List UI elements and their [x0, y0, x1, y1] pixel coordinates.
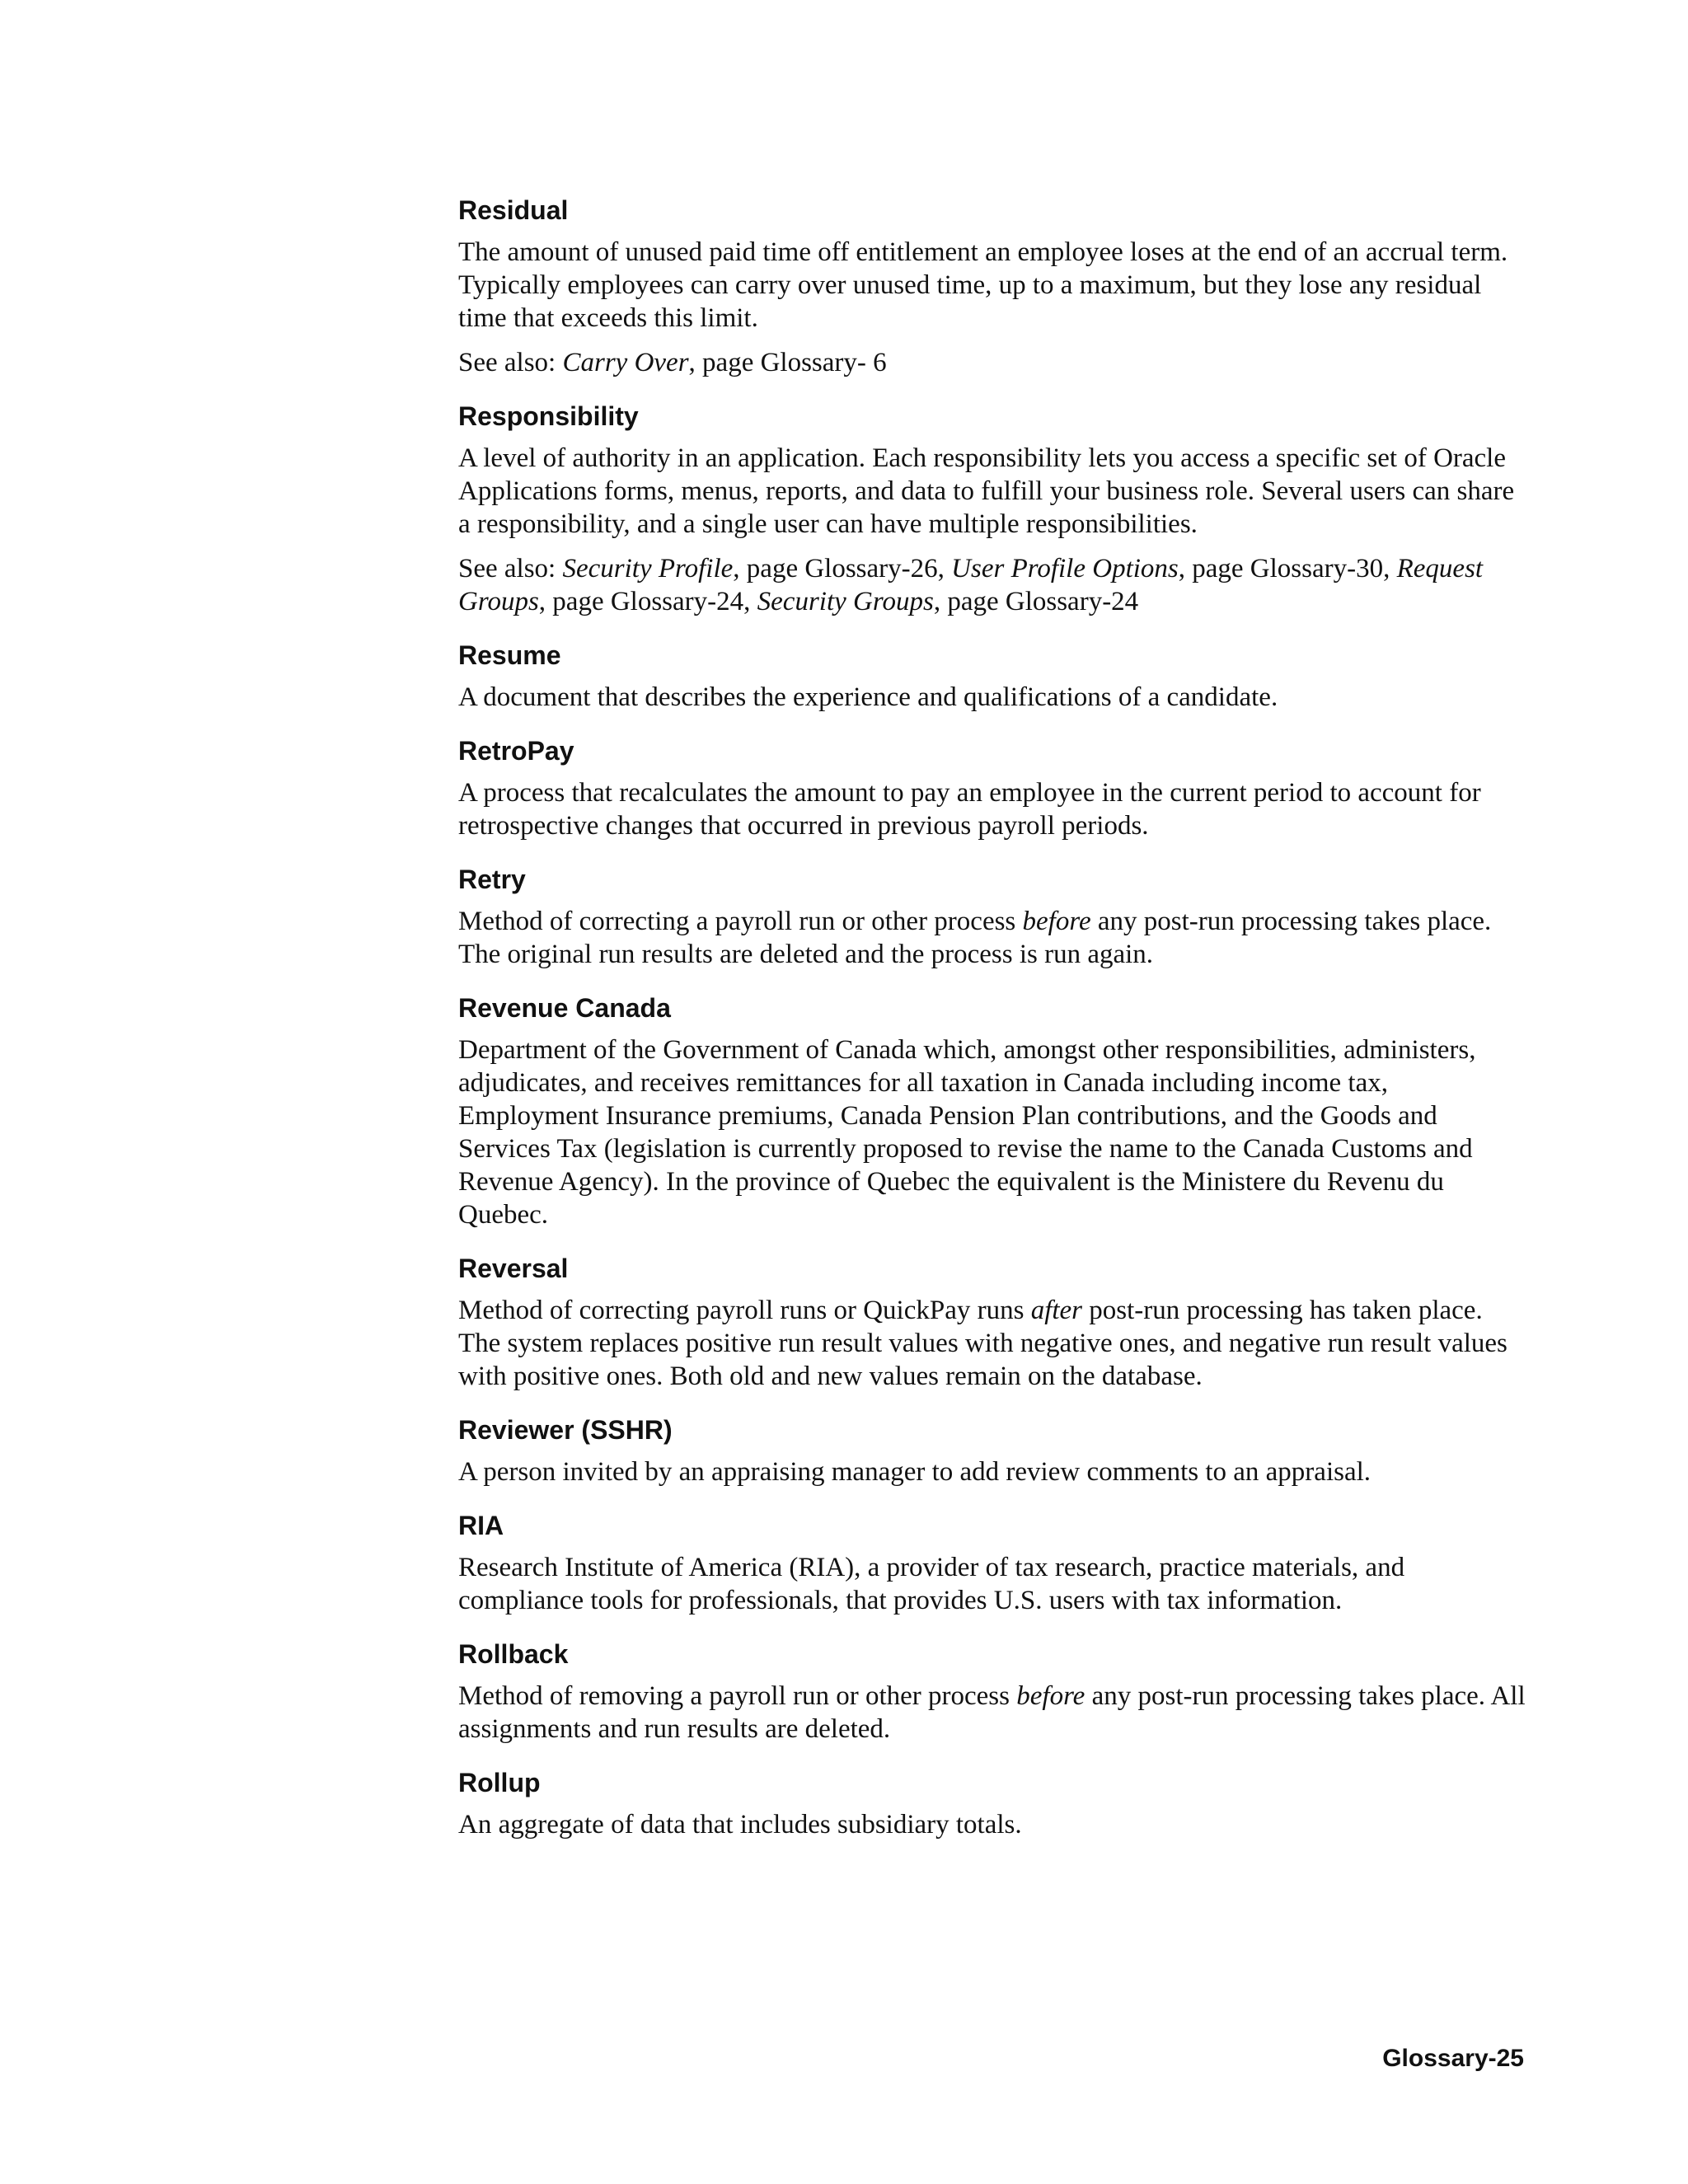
- term-heading: Resume: [458, 640, 561, 670]
- term-definition: Department of the Government of Canada which, amongst other responsibilities, administers, adjudicates, and receives remittances for all taxation in Canada including income tax, Employment Insurance premiums, Canada Pension Plan contributions, and the Goods and Services Tax (legislation is currently proposed to revise the name to the Canada Customs and Revenue Agency). In the province of Quebec the equivalent is the Ministere du Revenu du Quebec.: [458, 1035, 1476, 1230]
- term-definition: A process that recalculates the amount to pay an employee in the current period to account for retrospective changes that occurred in previous payroll periods.: [458, 778, 1481, 841]
- see-also-page: , page Glossary-24,: [538, 587, 757, 616]
- term-heading: Retry: [458, 865, 526, 894]
- glossary-entry-rollup: [458, 1767, 1530, 1841]
- definition-text: Method of correcting a payroll run or other process: [458, 907, 1023, 936]
- definition-text: Method of correcting payroll runs or QuickPay runs: [458, 1296, 1031, 1325]
- see-also-prefix: See also:: [458, 554, 563, 583]
- term-definition: [458, 1680, 1530, 1746]
- see-also-page: , page Glossary-24: [933, 587, 1139, 616]
- term-definition: Research Institute of America (RIA), a provider of tax research, practice materials, and compliance tools for professionals, that provides U.S. users with tax information.: [458, 1553, 1405, 1615]
- term-heading: Responsibility: [458, 401, 639, 431]
- term-heading: Reversal: [458, 1254, 569, 1283]
- term-heading: Rollback: [458, 1639, 569, 1669]
- see-also-link[interactable]: Security Groups: [757, 587, 934, 616]
- definition-text: Method of removing a payroll run or other process: [458, 1681, 1017, 1711]
- definition-text: post-run processing has taken place. The system replaces positive run result values with negative ones, and negative run result values with positive ones. Both old and new values remain on the database.: [458, 1296, 1507, 1391]
- definition-emphasis: after: [1030, 1296, 1083, 1325]
- term-heading: Residual: [458, 195, 569, 225]
- term-definition: An aggregate of data that includes subsidiary totals.: [458, 1810, 1022, 1840]
- term-definition: A level of authority in an application. Each responsibility lets you access a specific set of Oracle Applications forms, menus, reports, and data to fulfill your business role. Several users can share a responsibility, and a single user can have multiple responsibilities.: [458, 443, 1515, 539]
- glossary-entry-rollback: [458, 1638, 1530, 1746]
- term-definition: [458, 905, 1530, 971]
- glossary-entry-reviewer-sshr: [458, 1414, 1530, 1488]
- glossary-entry-retry: [458, 864, 1530, 971]
- term-heading: Reviewer (SSHR): [458, 1415, 673, 1445]
- glossary-entry-residual: [458, 194, 1530, 379]
- glossary-entry-responsibility: [458, 401, 1530, 618]
- see-also-link[interactable]: Request Groups: [458, 554, 1484, 616]
- term-heading: RetroPay: [458, 736, 574, 766]
- see-also-link[interactable]: Security Profile: [562, 554, 734, 583]
- definition-emphasis: before: [1022, 907, 1091, 936]
- glossary-entry-ria: [458, 1510, 1530, 1617]
- see-also-link[interactable]: Carry Over: [562, 348, 689, 377]
- glossary-entry-resume: [458, 640, 1530, 714]
- glossary-entry-revenue-canada: [458, 992, 1530, 1231]
- glossary-entry-retropay: [458, 735, 1530, 842]
- page-number: Glossary-25: [1382, 2045, 1524, 2072]
- glossary-content: [458, 194, 1530, 1863]
- term-heading: Rollup: [458, 1768, 541, 1797]
- term-heading: Revenue Canada: [458, 993, 671, 1023]
- see-also: [458, 552, 1530, 618]
- definition-text: any post-run processing takes place. All assignments and run results are deleted.: [458, 1681, 1526, 1744]
- definition-text: any post-run processing takes place. The original run results are deleted and the process is run again.: [458, 907, 1492, 969]
- term-definition: A person invited by an appraising manager to add review comments to an appraisal.: [458, 1457, 1372, 1487]
- see-also-prefix: See also:: [458, 348, 563, 377]
- see-also-page: , page Glossary- 6: [688, 348, 887, 377]
- see-also-link[interactable]: User Profile Options: [951, 554, 1179, 583]
- definition-emphasis: before: [1016, 1681, 1085, 1711]
- term-definition: [458, 1294, 1530, 1393]
- see-also: [458, 346, 1530, 379]
- see-also-page: , page Glossary-30,: [1178, 554, 1397, 583]
- see-also-page: , page Glossary-26,: [733, 554, 952, 583]
- term-heading: RIA: [458, 1511, 504, 1540]
- term-definition: The amount of unused paid time off entitlement an employee loses at the end of an accrual term. Typically employees can carry over unused time, up to a maximum, but they lose any residual time that exceeds this limit.: [458, 237, 1508, 333]
- glossary-entry-reversal: [458, 1253, 1530, 1393]
- term-definition: A document that describes the experience and qualifications of a candidate.: [458, 682, 1278, 712]
